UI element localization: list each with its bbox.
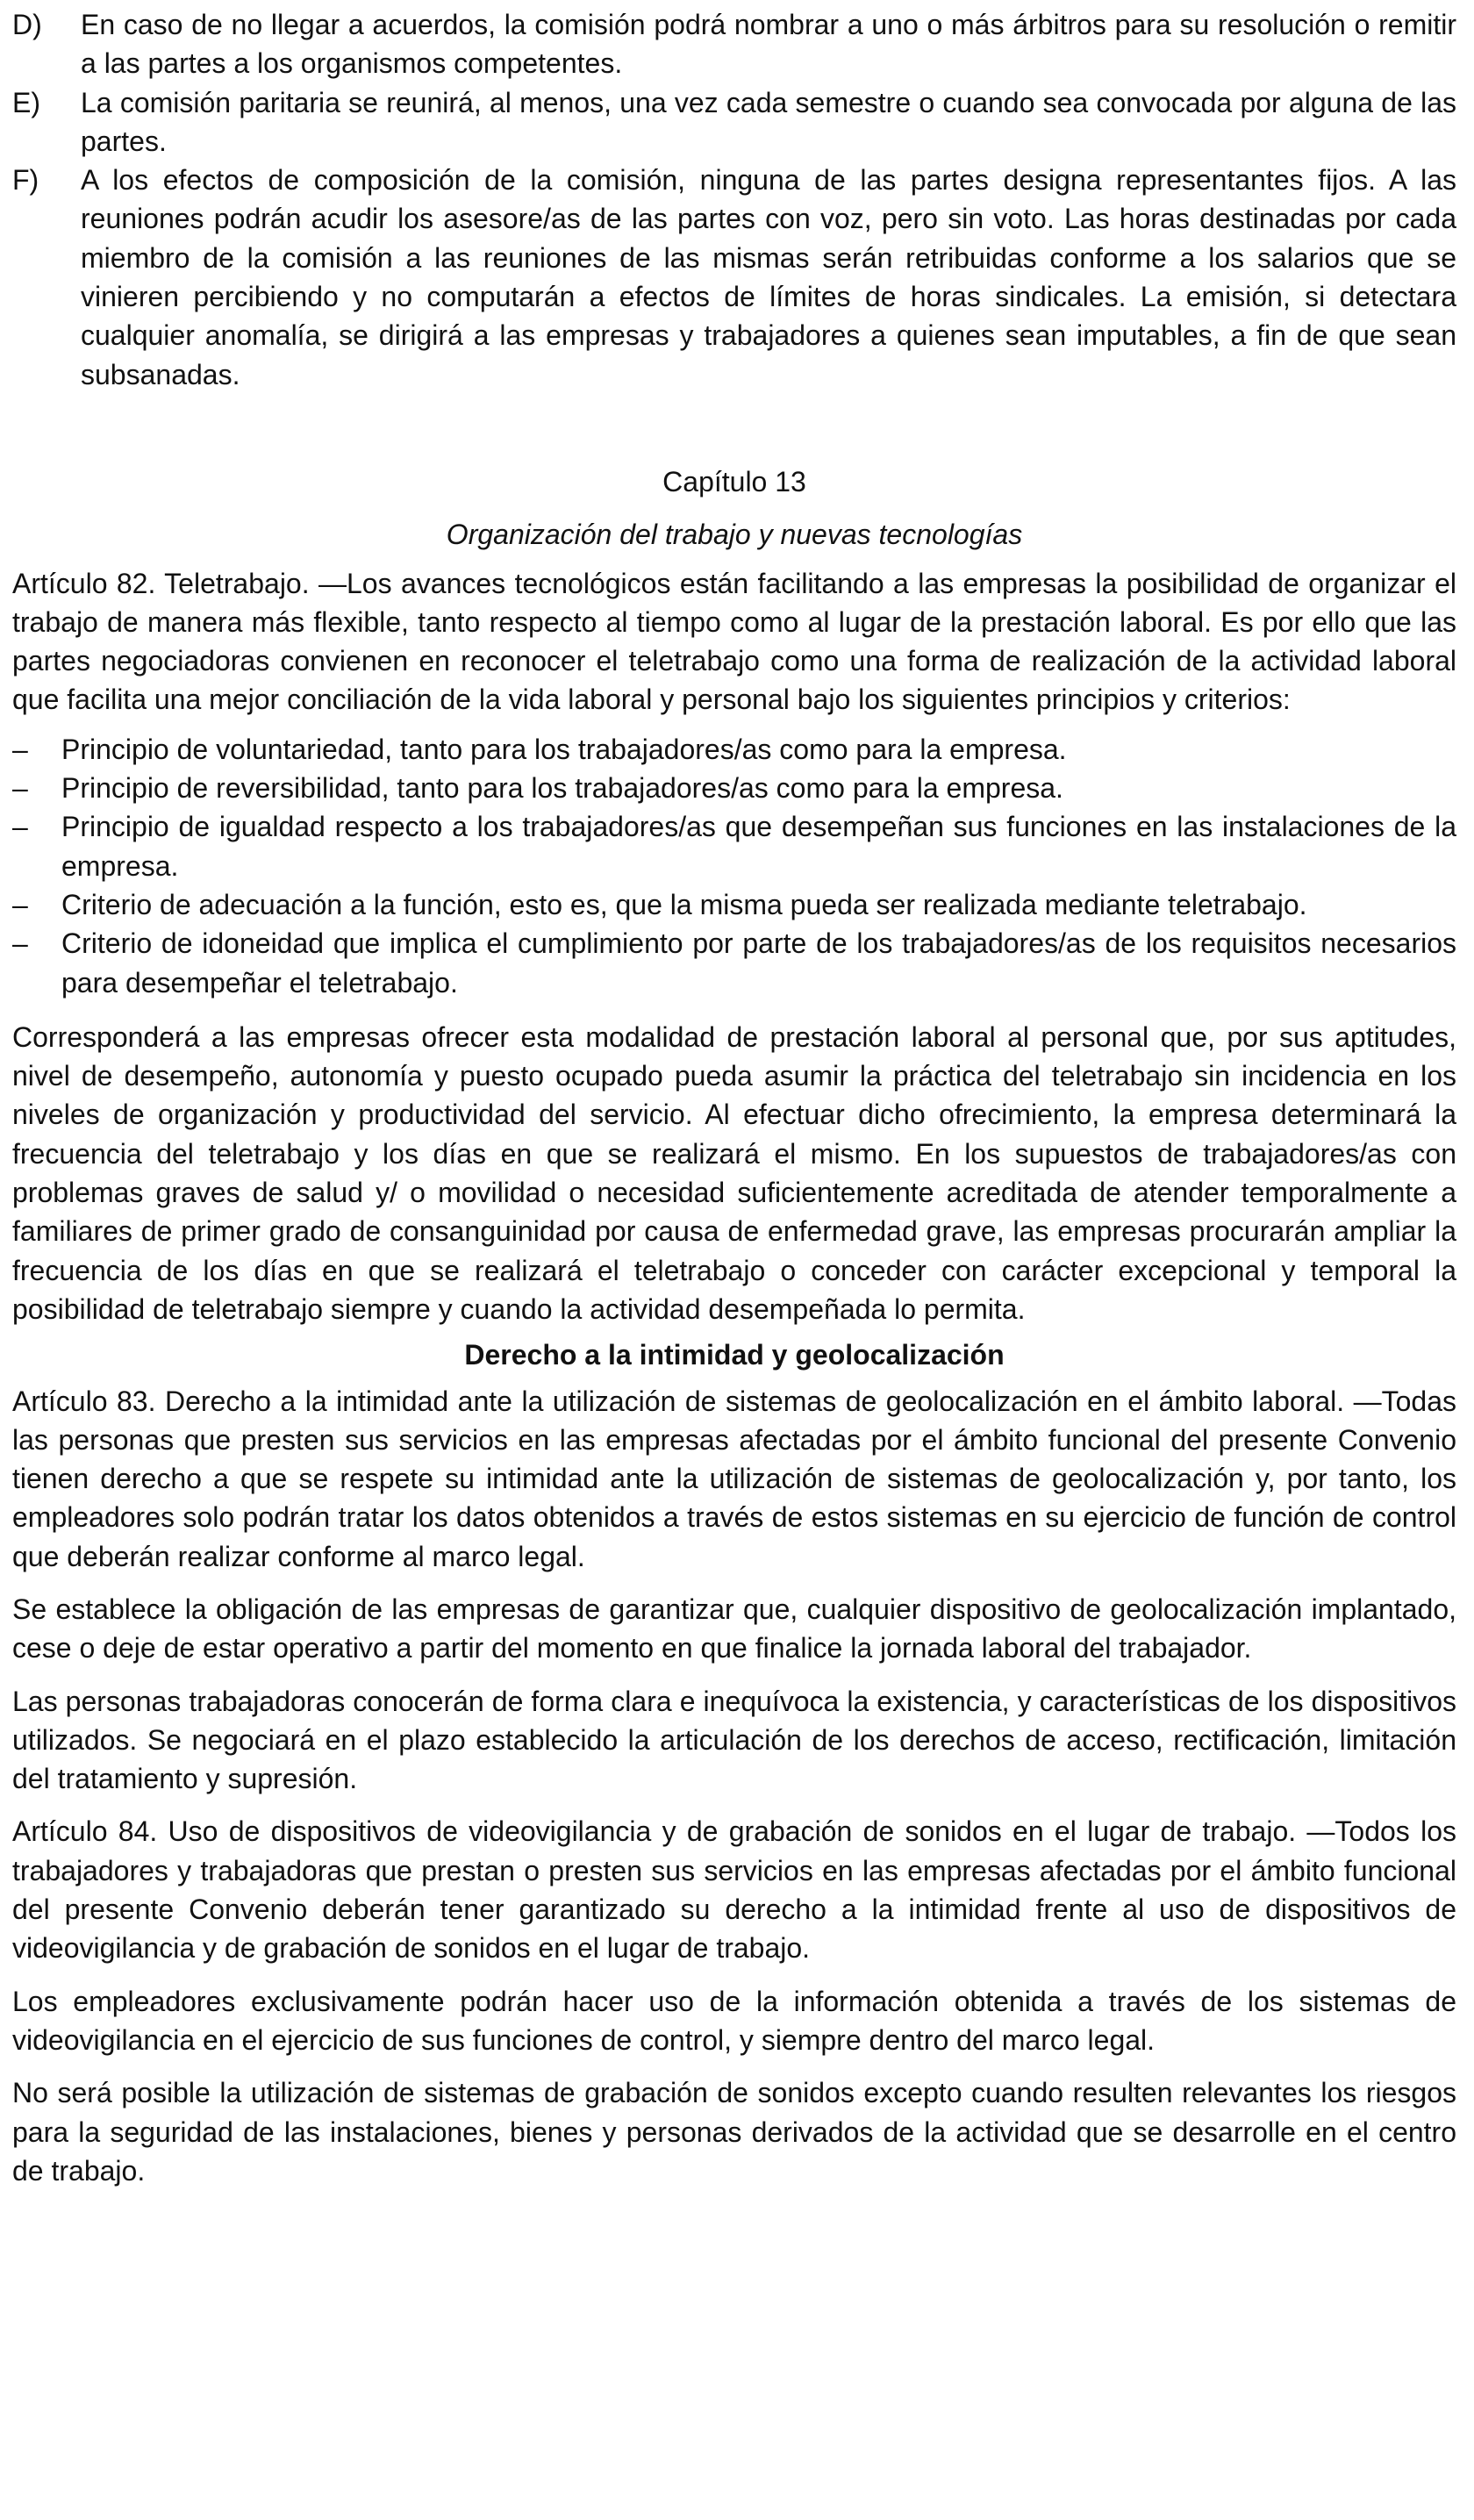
list-text: La comisión paritaria se reunirá, al menos, una vez cada semestre o cuando sea convocada por alguna de las partes. bbox=[81, 86, 1456, 157]
list-text: Principio de reversibilidad, tanto para los trabajadores/as como para la empresa. bbox=[61, 772, 1063, 805]
dash-marker: – bbox=[12, 888, 28, 920]
list-label: D) bbox=[12, 9, 42, 40]
list-item-d bbox=[12, 5, 1456, 83]
list-text: En caso de no llegar a acuerdos, la comisión podrá nombrar a uno o más árbitros para su resolución o remitir a las partes a los organismos competentes. bbox=[81, 9, 1456, 80]
list-item bbox=[12, 807, 1456, 885]
list-item bbox=[12, 730, 1456, 769]
principles-list bbox=[12, 730, 1456, 1002]
article-84-p1: Artículo 84. Uso de dispositivos de videovigilancia y de grabación de sonidos en el lugar de trabajo. —Todos los trabajadores y trabajadoras que prestan o presten sus servicios en las empresas afectadas por el ámbito funcional del presente Convenio deberán tener garantizado su derecho a la intimidad frente al uso de dispositivos de videovigilancia y de grabación de sonidos en el lugar de trabajo. bbox=[12, 1815, 1456, 1965]
article-83-p2: Se establece la obligación de las empresas de garantizar que, cualquier dispositivo de geolocalización implantado, cese o deje de estar operativo a partir del momento en que finalice la jornada laboral del trabajador. bbox=[12, 1593, 1456, 1664]
dash-marker: – bbox=[12, 772, 28, 805]
section-heading: Derecho a la intimidad y geolocalización bbox=[464, 1339, 1005, 1371]
chapter-title: Organización del trabajo y nuevas tecnologías bbox=[446, 519, 1023, 551]
article-83-p3: Las personas trabajadoras conocerán de forma clara e inequívoca la existencia, y características de los dispositivos utilizados. Se negociará en el plazo establecido la articulación de los derechos de acceso, rectificación, limitación del tratamiento y supresión. bbox=[12, 1685, 1456, 1795]
dash-marker: – bbox=[12, 733, 28, 765]
article-82-intro: Artículo 82. Teletrabajo. —Los avances tecnológicos están facilitando a las empresas la posibilidad de organizar el trabajo de manera más flexible, tanto respecto al tiempo como al lugar de la prestación laboral. Es por ello que las partes negociadoras convienen en reconocer el teletrabajo como una forma de realización de la actividad laboral que facilita una mejor conciliación de la vida laboral y personal bajo los siguientes principios y criterios: bbox=[12, 567, 1456, 716]
article-84-p3: No será posible la utilización de sistemas de grabación de sonidos excepto cuando resulten relevantes los riesgos para la seguridad de las instalaciones, bienes y personas derivados de la actividad que se desarrolle en el centro de trabajo. bbox=[12, 2077, 1456, 2187]
list-item-f bbox=[12, 161, 1456, 394]
list-text: Principio de igualdad respecto a los trabajadores/as que desempeñan sus funciones en las instalaciones de la empresa. bbox=[61, 811, 1456, 882]
dash-marker: – bbox=[12, 811, 28, 843]
list-text: A los efectos de composición de la comisión, ninguna de las partes designa representantes fijos. A las reuniones podrán acudir los asesore/as de las partes con voz, pero sin voto. Las horas destinadas por cada miembro de la comisión a las reuniones de las mismas serán retribuidas conforme a los salarios que se vinieren percibiendo y no computarán a efectos de límites de horas sindicales. La emisión, si detectara cualquier anomalía, se dirigirá a las empresas y trabajadores a quienes sean imputables, a fin de que sean subsanadas. bbox=[81, 164, 1456, 390]
document-page bbox=[12, 5, 1456, 2190]
chapter-number: Capítulo 13 bbox=[662, 465, 806, 498]
dash-marker: – bbox=[12, 927, 28, 960]
list-text: Criterio de idoneidad que implica el cumplimiento por parte de los trabajadores/as de los requisitos necesarios para desempeñar el teletrabajo. bbox=[61, 927, 1456, 999]
list-item bbox=[12, 885, 1456, 924]
list-text: Criterio de adecuación a la función, esto es, que la misma pueda ser realizada mediante teletrabajo. bbox=[61, 888, 1307, 920]
list-text: Principio de voluntariedad, tanto para los trabajadores/as como para la empresa. bbox=[61, 733, 1067, 765]
list-item bbox=[12, 924, 1456, 1002]
list-item bbox=[12, 769, 1456, 807]
article-83-p1: Artículo 83. Derecho a la intimidad ante la utilización de sistemas de geolocalización en el ámbito laboral. —Todas las personas que presten sus servicios en las empresas afectadas por el ámbito funcional del presente Convenio tienen derecho a que se respete su intimidad ante la utilización de sistemas de geolocalización y, por tanto, los empleadores solo podrán tratar los datos obtenidos a través de estos sistemas en su ejercicio de función de control que deberán realizar conforme al marco legal. bbox=[12, 1385, 1456, 1572]
list-label: E) bbox=[12, 86, 40, 118]
list-label: F) bbox=[12, 164, 39, 197]
list-item-e bbox=[12, 83, 1456, 161]
article-82-closing: Corresponderá a las empresas ofrecer esta modalidad de prestación laboral al personal que, por sus aptitudes, nivel de desempeño, autonomía y puesto ocupado pueda asumir la práctica del teletrabajo sin incidencia en los niveles de organización y productividad del servicio. Al efectuar dicho ofrecimiento, la empresa determinará la frecuencia del teletrabajo y los días en que se realizará el mismo. En los supuestos de trabajadores/as con problemas graves de salud y/ o movilidad o necesidad suficientemente acreditada de atender temporalmente a familiares de primer grado de consanguinidad por causa de enfermedad grave, las empresas procurarán ampliar la frecuencia de los días en que se realizará el teletrabajo o conceder con carácter excepcional y temporal la posibilidad de teletrabajo siempre y cuando la actividad desempeñada lo permita. bbox=[12, 1020, 1456, 1325]
article-84-p2: Los empleadores exclusivamente podrán hacer uso de la información obtenida a través de los sistemas de videovigilancia en el ejercicio de sus funciones de control, y siempre dentro del marco legal. bbox=[12, 1985, 1456, 2056]
